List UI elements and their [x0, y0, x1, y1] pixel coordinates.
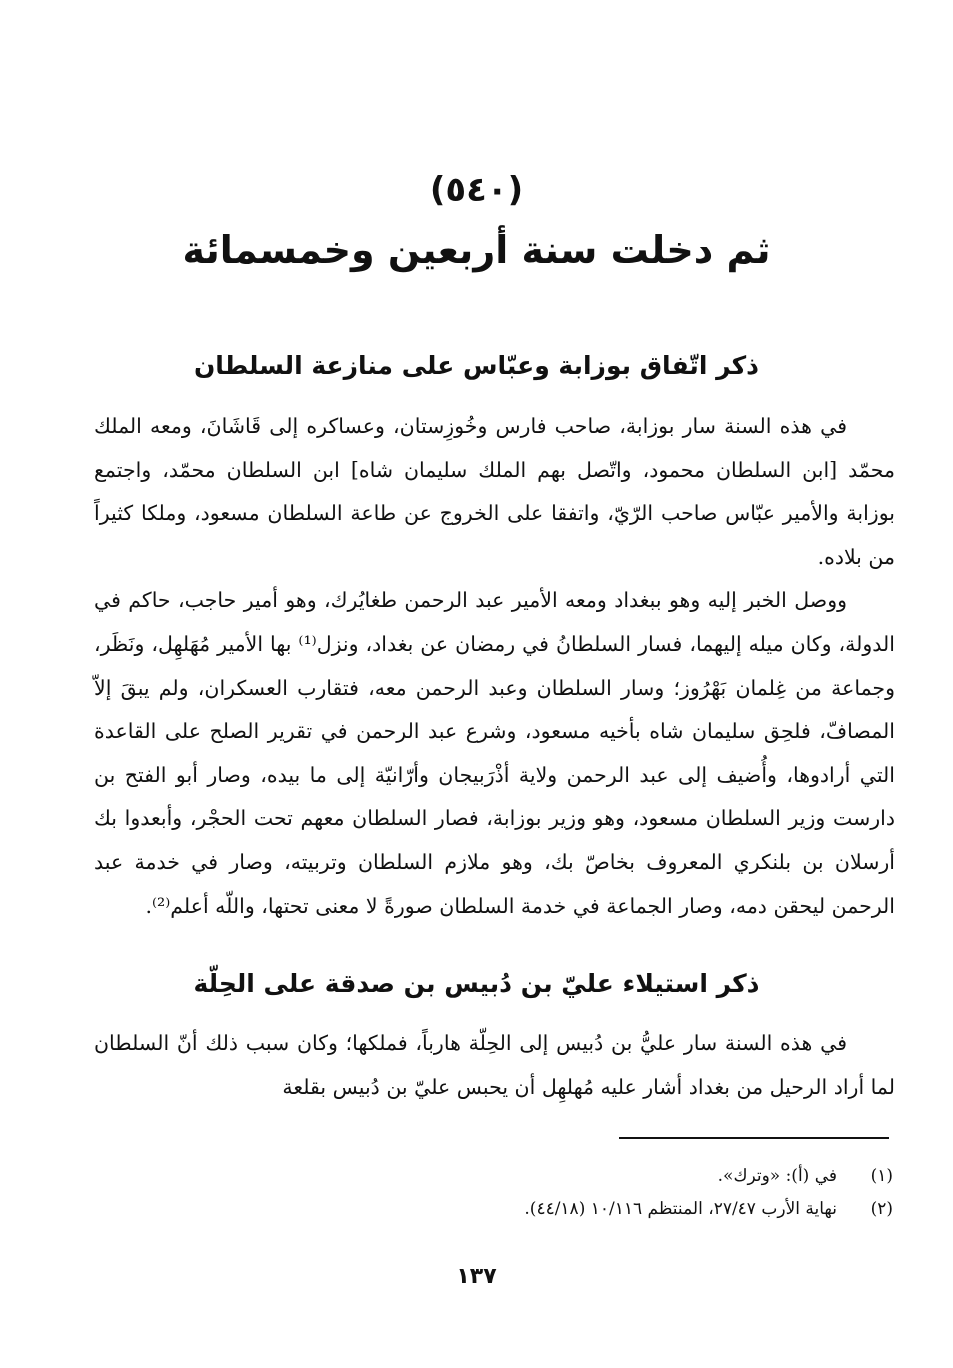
footnote — [113, 1193, 893, 1226]
footnote-divider — [619, 1137, 889, 1139]
section-body-agreement — [94, 405, 895, 928]
paragraph: في هذه السنة سار عليُّ بن دُبيس إلى الحِلّة هارباً، فملكها؛ وكان سبب ذلك أنّ السلطان لما أراد الرحيل من بغداد أشار عليه مُهلهِل أن يحبس عليّ بن دُبيس بقلعة — [94, 1031, 895, 1099]
paragraph: ووصل الخبر إليه وهو ببغداد ومعه الأمير عبد الرحمن طغايُرك، وهو أمير حاجب، حاكم في الدولة، وكان ميله إليهما، فسار السلطانُ في رمضان عن بغداد، ونزل⁽¹⁾ بها الأمير مُهَلهِل، ونَظَر، وجماعة من غِلمان بَهْرُوز؛ وسار السلطان وعبد الرحمن معه، فتقارب العسكران، ولم يبقَ إلاّ المصافّ، فلحِق سليمان شاه بأخيه مسعود، وشرع عبد الرحمن في تقرير الصلح على القاعدة التي أرادوها، وأُضيف إلى عبد الرحمن ولاية أذْرَبيجان وأرّانيّة إلى ما بيده، وصار أبو الفتح بن دارست وزير السلطان مسعود، وهو وزير بوزابة، فصار السلطان معهم تحت الحجْر، وأبعدوا بك أرسلان بن بلنكري المعروف بخاصّ بك، وهو ملازم السلطان وتربيته، وصار في خدمة عبد الرحمن ليحقن دمه، وصار الجماعة في خدمة السلطان صورةً لا معنى تحتها، واللّه أعلم⁽²⁾. — [94, 588, 895, 918]
paragraph: في هذه السنة سار بوزابة، صاحب فارس وخُوزِستان، وعساكره إلى قَاشَانَ، ومعه الملك محمّد [ابن السلطان محمود، واتّصل بهم الملك سليمان شاه] ابن السلطان محمّد، واجتمع بوزابة والأمير عبّاس صاحب الرّيّ، واتفقا على الخروج عن طاعة السلطان مسعود، وملكا كثيراً من بلاده. — [94, 414, 895, 569]
footnote-number: (١) — [870, 1166, 893, 1186]
section-heading-agreement: ذكر اتّفاق بوزابة وعبّاس على منازعة السلطان — [193, 351, 760, 380]
footnote-number: (٢) — [870, 1199, 893, 1219]
footnotes — [113, 1160, 893, 1226]
section-heading-hilla: ذكر استيلاء عليّ بن دُبيس بن صدقة على الحِلّة — [193, 969, 760, 998]
chapter-title: ثم دخلت سنة أربعين وخمسمائة — [182, 228, 771, 272]
section-body-hilla — [94, 1022, 895, 1109]
footnote-text: في (أ): «وترك». — [717, 1166, 837, 1186]
year-number: (٥٤٠) — [429, 170, 524, 210]
footnote-text: نهاية الأرب ٢٧/٤٧، المنتظم ١٠/١١٦ (٤٤/١٨). — [524, 1199, 837, 1219]
page-number: ١٣٧ — [456, 1264, 497, 1289]
footnote — [113, 1160, 893, 1193]
